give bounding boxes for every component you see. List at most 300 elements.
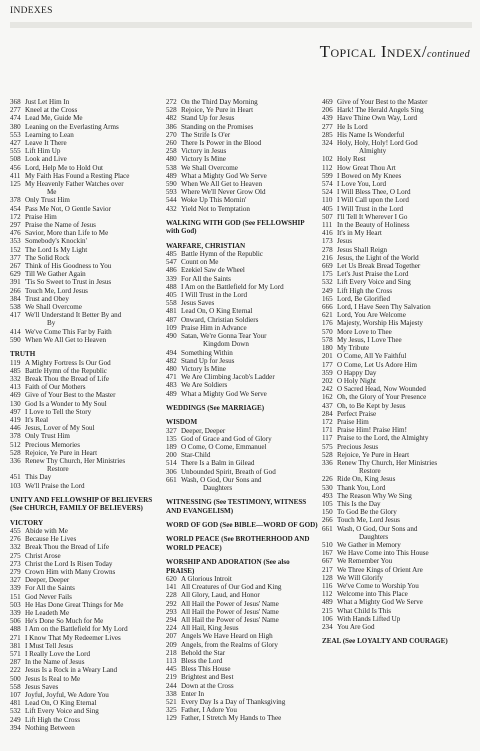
index-entry — [166, 459, 318, 467]
hymn-number: 538 — [166, 163, 177, 172]
hymn-title: Majesty, Worship His Majesty — [337, 319, 423, 328]
index-entry — [10, 221, 162, 229]
hymn-number: 476 — [10, 229, 21, 238]
index-entry — [166, 365, 318, 373]
index-entry — [166, 172, 318, 180]
index-entry — [10, 213, 162, 221]
hymn-number: 200 — [166, 451, 177, 460]
hymn-title: Lead On, O King Eternal — [181, 307, 253, 316]
index-entry — [10, 576, 162, 584]
hymn-title: Ezekiel Saw de Wheel — [181, 266, 245, 275]
index-entry — [10, 164, 162, 172]
index-entry — [322, 180, 474, 188]
hymn-number — [166, 340, 181, 348]
index-entry — [10, 424, 162, 432]
hymn-number: 528 — [166, 106, 177, 115]
hymn-title: Jesus — [337, 237, 352, 246]
hymn-title: My Tribute — [337, 344, 370, 353]
hymn-title: Precious Memories — [25, 440, 80, 449]
hymn-title: Give of Your Best to the Master — [337, 98, 428, 106]
index-entry — [10, 675, 162, 683]
index-entry — [322, 205, 474, 213]
hymn-title: Where We'll Never Grow Old — [181, 188, 266, 197]
index-entry — [166, 291, 318, 299]
hymn-number: 151 — [10, 592, 21, 601]
index-entry — [10, 707, 162, 715]
hymn-number: 620 — [166, 575, 177, 583]
index-entry — [10, 699, 162, 707]
index-entry — [166, 657, 318, 665]
hymn-title: When We All Get to Heaven — [25, 335, 107, 344]
hymn-number: 260 — [166, 139, 177, 148]
hymn-title: Restore — [47, 465, 69, 474]
hymn-title: Till We Gather Again — [25, 270, 86, 279]
hymn-number: 488 — [166, 282, 177, 291]
hymn-number: 474 — [10, 114, 21, 123]
hymn-number: 171 — [322, 426, 333, 435]
hymn-number: 661 — [322, 524, 333, 533]
index-entry — [166, 673, 318, 681]
hymn-title: Lord, Help Me to Hold Out — [25, 163, 104, 172]
hymn-title: Enter In — [181, 689, 205, 698]
hymn-title: Give of Your Best to the Master — [25, 391, 116, 400]
hymn-number: 414 — [10, 327, 21, 336]
hymn-title: Jesus, Lover of My Soul — [25, 424, 95, 433]
index-entry — [10, 237, 162, 245]
hymn-title: Praise the Name of Jesus — [25, 221, 96, 230]
index-entry — [322, 598, 474, 606]
hymn-number: 339 — [10, 584, 21, 593]
hymn-number: 226 — [322, 475, 333, 484]
index-entry — [10, 359, 162, 367]
hymn-number: 558 — [166, 299, 177, 308]
hymn-number: 103 — [10, 481, 21, 490]
hymn-title: We Three Kings of Orient Are — [337, 565, 423, 574]
hymn-number: 570 — [322, 327, 333, 336]
hymn-number: 593 — [166, 188, 177, 197]
hymn-title: Lift High the Cross — [25, 715, 80, 724]
index-entry — [322, 418, 474, 426]
hymn-number: 339 — [10, 609, 21, 617]
hymn-number: 332 — [10, 374, 21, 383]
index-entry — [322, 254, 474, 262]
hymn-title: O Come, All Ye Faithful — [337, 352, 407, 361]
hymn-number — [322, 147, 337, 155]
hymn-number: 590 — [166, 180, 177, 189]
topic-heading: WISDOM — [166, 418, 198, 427]
hymn-title: The Lord Is My Light — [25, 245, 88, 254]
hymn-title: Bless the Lord — [181, 657, 223, 666]
hymn-title: A Glorious Introit — [181, 575, 232, 583]
hymn-title: Savior, More than Life to Me — [25, 229, 109, 238]
index-entry — [10, 106, 162, 114]
index-entry — [322, 303, 474, 311]
index-entry — [322, 123, 474, 131]
hymn-title: The Reason Why We Sing — [337, 491, 412, 500]
index-entry — [10, 311, 162, 319]
index-entry — [10, 457, 162, 465]
hymn-number — [166, 484, 181, 492]
index-entry — [322, 147, 474, 155]
index-entry — [166, 435, 318, 443]
hymn-title: When We All Get to Heaven — [181, 180, 263, 189]
hymn-number: 528 — [322, 450, 333, 459]
index-entry — [10, 270, 162, 278]
index-entry — [10, 155, 162, 163]
index-entry — [10, 229, 162, 237]
index-entry — [10, 543, 162, 551]
topic-heading: WALKING WITH GOD (See FELLOWSHIP with God) — [166, 218, 305, 236]
index-entry — [10, 328, 162, 336]
hymn-title: It's Real — [25, 415, 49, 424]
hymn-title: Victory Is Mine — [181, 364, 226, 373]
topic-heading: TRUTH — [10, 350, 36, 359]
hymn-title: We'll Understand It Better By and — [25, 311, 122, 320]
index-entry — [10, 642, 162, 650]
hymn-title: I Will Bless Thee, O Lord — [337, 188, 411, 197]
index-entry — [166, 164, 318, 172]
hymn-title: We Remember You — [337, 557, 393, 566]
hymn-number: 378 — [10, 196, 21, 205]
index-entry — [10, 658, 162, 666]
hymn-title: For All the Saints — [25, 584, 75, 593]
index-entry — [10, 473, 162, 481]
hymn-title: Holy, Holy, Holy! Lord God — [337, 139, 418, 148]
hymn-number: 273 — [10, 559, 21, 568]
hymn-title: Touch Me, Lord Jesus — [337, 516, 400, 525]
hymn-title: I Will Trust in the Lord — [337, 204, 403, 213]
hymn-title: All Hail the Power of Jesus' Name — [181, 616, 279, 625]
hymn-number: 487 — [166, 315, 177, 324]
hymn-title: Hark! The Herald Angels Sing — [337, 106, 424, 115]
index-entry — [166, 484, 318, 492]
hymn-title: What a Mighty God We Serve — [181, 389, 267, 398]
hymn-number: 454 — [10, 204, 21, 213]
hymn-number: 451 — [10, 473, 21, 482]
index-entry — [166, 682, 318, 690]
index-entry — [166, 349, 318, 357]
index-entry — [10, 482, 162, 490]
hymn-title: Deeper, Deeper — [181, 426, 226, 435]
hymn-title: The Strife Is O'er — [181, 130, 231, 139]
hymn-title: Daughters — [359, 532, 389, 541]
index-entry — [322, 336, 474, 344]
index-entry — [10, 634, 162, 642]
index-entry — [10, 98, 162, 106]
hymn-number: 490 — [166, 332, 177, 341]
hymn-title: Welcome into This Place — [337, 590, 408, 599]
hymn-title: Leave It There — [25, 139, 67, 148]
hymn-title: Lift High the Cross — [337, 286, 392, 295]
hymn-title: Lord, I Have Seen Thy Salvation — [337, 303, 431, 312]
hymn-title: I Know That My Redeemer Lives — [25, 633, 121, 642]
hymn-title: Rejoice, Ye Pure in Heart — [337, 450, 410, 459]
topic-heading: WITNESSING (See TESTIMONY, WITNESS AND EVANGELISM) — [166, 498, 307, 515]
hymn-title: We Are Soldiers — [181, 381, 228, 390]
index-entry — [166, 147, 318, 155]
hymn-title: Pass Me Not, O Gentle Savior — [25, 204, 111, 213]
index-entry — [166, 324, 318, 332]
index-entry — [10, 691, 162, 699]
hymn-title: A Mighty Fortress Is Our God — [25, 358, 111, 367]
hymn-number: 271 — [10, 633, 21, 642]
hymn-number: 325 — [166, 706, 177, 715]
index-entry — [10, 336, 162, 344]
hymn-title: Lord, Be Glorified — [337, 294, 390, 303]
hymn-number — [10, 188, 25, 196]
hymn-number: 494 — [166, 348, 177, 357]
hymn-number: 456 — [10, 163, 21, 172]
hymn-number: 278 — [322, 245, 333, 254]
hymn-title: Somebody's Knockin' — [25, 237, 87, 246]
hymn-title: Renew Thy Church, Her Ministries — [25, 456, 126, 465]
hymn-number: 180 — [322, 344, 333, 353]
index-entry — [322, 434, 474, 442]
hymn-number: 445 — [166, 665, 177, 674]
hymn-number: 119 — [10, 358, 21, 367]
hymn-title: Christ the Lord Is Risen Today — [25, 559, 113, 568]
hymn-title: All Creatures of Our God and King — [181, 583, 282, 592]
hymn-number: 175 — [322, 270, 333, 279]
index-entry — [10, 295, 162, 303]
hymn-number: 270 — [166, 130, 177, 139]
hymn-number: 558 — [10, 682, 21, 691]
index-entry — [166, 98, 318, 106]
index-entry — [322, 344, 474, 352]
index-entry — [10, 617, 162, 625]
hymn-title: Perfect Praise — [337, 409, 377, 418]
index-entry — [166, 155, 318, 163]
index-entry — [10, 560, 162, 568]
index-entry — [166, 258, 318, 266]
index-entry — [322, 139, 474, 147]
index-entry — [322, 213, 474, 221]
hymn-title: This Is the Day — [337, 499, 381, 508]
hymn-number: 117 — [322, 434, 333, 443]
hymn-number: 294 — [166, 616, 177, 625]
index-entry — [10, 449, 162, 457]
hymn-title: Brightest and Best — [181, 673, 234, 682]
hymn-number: 481 — [10, 699, 21, 708]
hymn-number: 417 — [10, 311, 21, 320]
index-entry — [166, 357, 318, 365]
hymn-title: By — [47, 319, 56, 328]
index-entry — [166, 381, 318, 389]
hymn-title: Jesus Shall Reign — [337, 245, 388, 254]
topic-heading: UNITY AND FELLOWSHIP OF BELIEVERS (See CHURCH, FAMILY OF BELIEVERS) — [10, 495, 153, 513]
hymn-number: 152 — [10, 245, 21, 254]
hymn-title: Christ Arose — [25, 551, 61, 560]
hymn-title: All Hail the Power of Jesus' Name — [181, 607, 279, 616]
hymn-number: 234 — [322, 623, 333, 631]
hymn-number: 669 — [322, 262, 333, 271]
hymn-title: I Will Trust in the Lord — [181, 291, 247, 300]
hymn-title: I Love to Tell the Story — [25, 407, 92, 416]
hymn-number: 510 — [322, 540, 333, 549]
hymn-number: 446 — [10, 424, 21, 433]
hymn-title: Nothing Between — [25, 723, 75, 732]
index-entry — [10, 584, 162, 592]
index-entry — [322, 188, 474, 196]
hymn-title: I Am on the Battlefield for My Lord — [181, 282, 284, 291]
hymn-title: Battle Hymn of the Republic — [181, 250, 263, 259]
hymn-title: Star-Child — [181, 451, 211, 460]
hymn-number: 485 — [166, 250, 177, 259]
hymn-number: 507 — [322, 212, 333, 221]
hymn-title: We Shall Overcome — [25, 303, 82, 312]
topic-heading: WEDDINGS (See MARRIAGE) — [166, 403, 265, 412]
index-entry — [322, 574, 474, 582]
hymn-number: 512 — [10, 440, 21, 449]
index-entry — [322, 508, 474, 516]
hymn-title: We Shall Overcome — [181, 163, 238, 172]
hymn-number: 528 — [10, 448, 21, 457]
index-entry — [166, 690, 318, 698]
index-entry — [166, 714, 318, 722]
hymn-number: 202 — [322, 376, 333, 385]
index-entry — [10, 205, 162, 213]
hymn-number: 439 — [322, 114, 333, 123]
hymn-title: Have Thine Own Way, Lord — [337, 114, 418, 123]
index-entry — [322, 615, 474, 623]
index-entry — [10, 139, 162, 147]
hymn-number: 165 — [322, 294, 333, 303]
index-entry — [322, 262, 474, 270]
hymn-number: 571 — [10, 650, 21, 659]
hymn-number: 228 — [166, 591, 177, 600]
hymn-number: 338 — [166, 689, 177, 698]
hymn-number: 590 — [10, 335, 21, 344]
hymn-number: 339 — [166, 274, 177, 283]
hymn-title: Crown Him with Many Crowns — [25, 567, 116, 576]
index-entry — [166, 600, 318, 608]
index-entry — [10, 147, 162, 155]
index-entry — [166, 332, 318, 340]
index-entry — [166, 583, 318, 591]
topic-heading: WORSHIP AND ADORATION (See also PRAISE) — [166, 558, 290, 575]
hymn-title: The Solid Rock — [25, 253, 70, 262]
hymn-number: 172 — [10, 212, 21, 221]
hymn-number: 497 — [10, 407, 21, 416]
hymn-title: God Is a Wonder to My Soul — [25, 399, 107, 408]
hymn-number: 553 — [10, 130, 21, 139]
hymn-title: Unbounded Spirit, Breath of God — [181, 467, 276, 476]
index-entry — [10, 625, 162, 633]
hymn-number: 394 — [10, 723, 21, 732]
hymn-number: 244 — [166, 681, 177, 690]
hymn-number: 506 — [10, 617, 21, 626]
index-entry — [322, 582, 474, 590]
hymn-number: 284 — [322, 409, 333, 418]
index-entry — [10, 593, 162, 601]
hymn-title: All Hail, King Jesus — [181, 624, 239, 633]
hymn-number: 380 — [10, 122, 21, 131]
index-entry — [10, 278, 162, 286]
hymn-title: All Glory, Laud, and Honor — [181, 591, 260, 600]
hymn-title: Yield Not to Temptation — [181, 204, 250, 213]
hymn-number: 277 — [10, 106, 21, 115]
hymn-number: 162 — [322, 393, 333, 402]
index-entry — [322, 114, 474, 122]
hymn-number: 486 — [166, 266, 177, 275]
hymn-number: 621 — [322, 311, 333, 320]
hymn-title: Father, I Adore You — [181, 706, 237, 715]
hymn-number: 167 — [322, 549, 333, 558]
hymn-title: Wash, O God, Our Sons and — [337, 524, 418, 533]
hymn-number: 249 — [322, 286, 333, 295]
index-entry — [322, 475, 474, 483]
index-entry — [322, 237, 474, 245]
hymn-number: 150 — [322, 508, 333, 517]
hymn-title: Let Us Break Bread Together — [337, 262, 421, 271]
hymn-title: Count on Me — [181, 258, 219, 267]
index-entry — [166, 608, 318, 616]
index-entry — [10, 683, 162, 691]
hymn-title: Almighty — [359, 147, 387, 156]
hymn-number: 469 — [322, 98, 333, 106]
index-entry — [166, 632, 318, 640]
hymn-title: Jesus Is Real to Me — [25, 674, 81, 683]
hymn-title: Holy Rest — [337, 155, 366, 164]
index-entry — [166, 698, 318, 706]
hymn-title: We Have Come into This House — [337, 549, 429, 558]
hymn-title: O Sacred Head, Now Wounded — [337, 385, 426, 394]
index-entry — [322, 451, 474, 459]
hymn-number: 297 — [10, 221, 21, 230]
hymn-title: Deeper, Deeper — [25, 576, 70, 585]
index-entry — [322, 549, 474, 557]
hymn-number: 130 — [10, 399, 21, 408]
index-entry — [322, 270, 474, 278]
hymn-title: Rejoice, Ye Pure in Heart — [181, 106, 254, 115]
hymn-title: Just Let Him In — [25, 98, 70, 106]
hymn-title: I Must Tell Jesus — [25, 641, 74, 650]
index-entry — [166, 131, 318, 139]
index-entry — [166, 451, 318, 459]
hymn-number: 112 — [322, 590, 333, 599]
index-entry — [322, 516, 474, 524]
hymn-number: 293 — [166, 607, 177, 616]
hymn-title: Down at the Cross — [181, 681, 234, 690]
hymn-number: 216 — [322, 253, 333, 262]
hymn-number: 107 — [10, 691, 21, 700]
index-entry — [166, 266, 318, 274]
hymn-number: 432 — [166, 204, 177, 213]
hymn-number: 489 — [166, 171, 177, 180]
hymn-number: 489 — [322, 598, 333, 607]
hymn-number: 666 — [322, 303, 333, 312]
index-entry — [322, 311, 474, 319]
hymn-number: 275 — [10, 551, 21, 560]
index-entry — [10, 400, 162, 408]
hymn-number: 521 — [166, 698, 177, 707]
index-entry — [166, 476, 318, 484]
hymn-title: Kingdom Down — [203, 340, 249, 349]
hymn-number: 359 — [322, 368, 333, 377]
hymn-title: Praise Him! Praise Him! — [337, 426, 407, 435]
hymn-title: Stand Up for Jesus — [181, 356, 235, 365]
index-entry — [10, 465, 162, 473]
index-entry — [322, 426, 474, 434]
index-entry — [322, 541, 474, 549]
hymn-number: 629 — [10, 270, 21, 279]
hymn-number: 277 — [322, 122, 333, 131]
hymn-title: My Faith Has Found a Resting Place — [25, 171, 130, 180]
index-entry — [166, 624, 318, 632]
hymn-number — [322, 533, 337, 541]
index-entry — [166, 575, 318, 583]
hymn-title: How Great Thou Art — [337, 163, 396, 172]
